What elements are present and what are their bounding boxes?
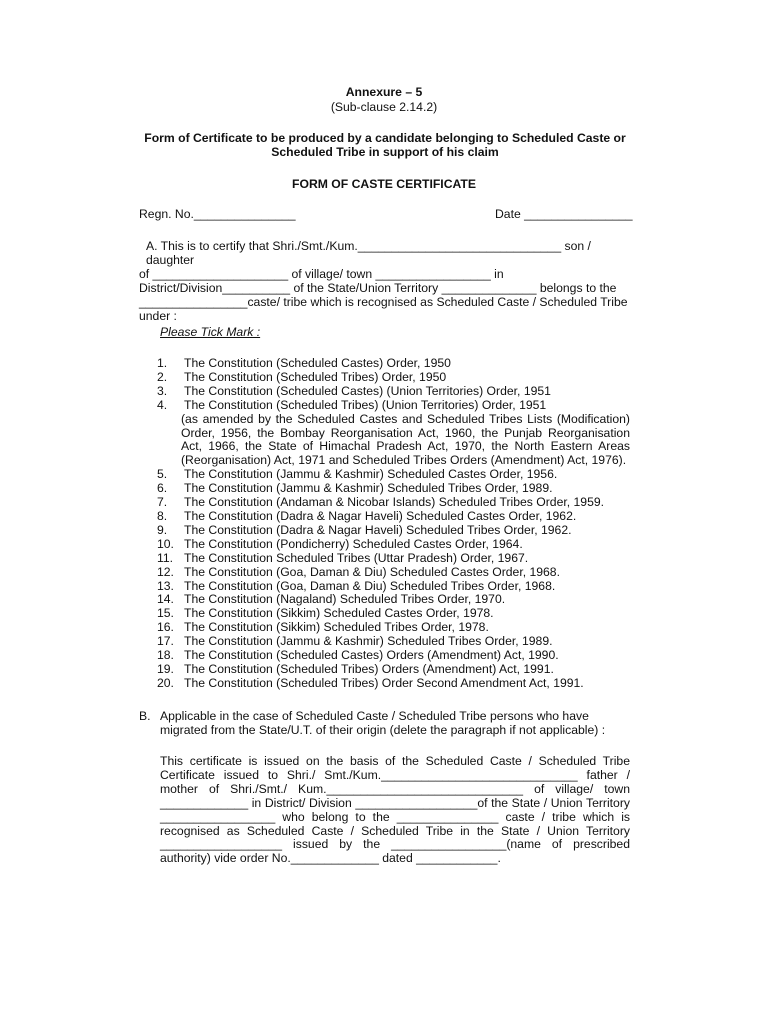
list-number: 3. [157, 383, 168, 398]
list-text: The Constitution (Scheduled Tribes) (Union Territories) Order, 1951 [184, 397, 547, 412]
list-item [157, 538, 630, 552]
list-text: The Constitution (Andaman & Nicobar Islands) Scheduled Tribes Order, 1959. [184, 495, 605, 510]
list-item [157, 593, 630, 607]
list-number: 2. [157, 369, 168, 384]
list-item [157, 635, 630, 649]
paragraph-a-line-5: under : [139, 308, 177, 323]
list-number: 16. [157, 620, 174, 635]
list-text: The Constitution (Jammu & Kashmir) Scheduled Tribes Order, 1989. [184, 481, 553, 496]
list-number: 5. [157, 467, 168, 482]
list-text: The Constitution (Dadra & Nagar Haveli) Scheduled Tribes Order, 1962. [184, 522, 572, 537]
list-item [157, 621, 630, 635]
list-text: The Constitution (Scheduled Castes) Orders (Amendment) Act, 1990. [184, 648, 559, 663]
amendment-note: (as amended by the Scheduled Castes and Scheduled Tribes Lists (Modification) Order, 1956, the Bombay Reorganisation Act, 1960, the Punjab Reorganisation Act, 1966, the State of Himachal Pradesh Act, 1970, the North Eastern Areas (Reorganisation) Act, 1971 and Scheduled Tribes Orders (Amendment) Act, 1976). [181, 411, 630, 468]
list-item [157, 649, 630, 663]
list-item [157, 482, 630, 496]
list-text: The Constitution (Nagaland) Scheduled Tribes Order, 1970. [184, 592, 506, 607]
list-number: 12. [157, 564, 174, 579]
heading-line-2: Scheduled Tribe in support of his claim [271, 144, 499, 159]
annexure-title: Annexure – 5 [345, 85, 423, 99]
list-item [157, 663, 630, 677]
list-number: 7. [157, 495, 168, 510]
form-title: FORM OF CASTE CERTIFICATE [292, 177, 476, 191]
list-text: The Constitution (Sikkim) Scheduled Castes Order, 1978. [184, 606, 494, 621]
list-number: 10. [157, 536, 174, 551]
paragraph-b [139, 710, 630, 738]
list-number: 14. [157, 592, 174, 607]
list-number: 18. [157, 648, 174, 663]
list-number: 19. [157, 661, 174, 676]
list-text: The Constitution (Scheduled Tribes) Orders (Amendment) Act, 1991. [184, 661, 554, 676]
list-number: 4. [157, 397, 168, 412]
list-text: The Constitution (Jammu & Kashmir) Scheduled Tribes Order, 1989. [184, 634, 553, 649]
constitution-orders-list [157, 357, 630, 691]
list-text: The Constitution (Pondicherry) Scheduled Castes Order, 1964. [184, 536, 523, 551]
paragraph-a-line-3: District/Division__________ of the State/Union Territory ______________ belongs to the [139, 280, 617, 295]
annexure-subclause: (Sub-clause 2.14.2) [330, 100, 438, 114]
list-item [157, 468, 630, 482]
list-text: The Constitution (Goa, Daman & Diu) Scheduled Castes Order, 1968. [184, 564, 560, 579]
list-item [157, 580, 630, 594]
list-number: 13. [157, 578, 174, 593]
list-item [157, 496, 630, 510]
list-number: 11. [157, 550, 174, 565]
list-text: The Constitution (Scheduled Tribes) Order, 1950 [184, 369, 447, 384]
list-number: 8. [157, 508, 168, 523]
list-item [157, 607, 630, 621]
list-item [157, 552, 630, 566]
list-text: The Constitution (Scheduled Tribes) Order Second Amendment Act, 1991. [184, 675, 584, 690]
list-item [157, 524, 630, 538]
list-item [157, 566, 630, 580]
list-text: The Constitution (Jammu & Kashmir) Scheduled Castes Order, 1956. [184, 467, 558, 482]
list-number: 15. [157, 606, 174, 621]
heading-line-1: Form of Certificate to be produced by a candidate belonging to Scheduled Caste or [144, 131, 626, 145]
paragraph-b-letter: B. [139, 709, 151, 723]
list-item [157, 385, 630, 399]
list-text: The Constitution (Scheduled Castes) Order, 1950 [184, 356, 451, 370]
list-text: The Constitution (Dadra & Nagar Haveli) Scheduled Castes Order, 1962. [184, 508, 577, 523]
list-number: 6. [157, 481, 168, 496]
registration-number-field: Regn. No._______________ [139, 207, 296, 221]
list-text: The Constitution (Sikkim) Scheduled Tribes Order, 1978. [184, 620, 489, 635]
list-item [157, 357, 630, 371]
list-number: 9. [157, 522, 168, 537]
list-text: The Constitution (Scheduled Castes) (Union Territories) Order, 1951 [184, 383, 551, 398]
paragraph-a-line-1: A. This is to certify that Shri./Smt./Kum.______________________________ son / daughter [146, 239, 591, 267]
list-number: 20. [157, 675, 174, 690]
list-item [157, 399, 630, 469]
date-field: Date ________________ [495, 207, 633, 221]
list-text: The Constitution Scheduled Tribes (Uttar Pradesh) Order, 1967. [184, 550, 529, 565]
list-item [157, 677, 630, 691]
paragraph-a-line-2: of ____________________ of village/ town _________________ in [139, 266, 504, 281]
list-number: 1. [157, 356, 168, 370]
paragraph-a [139, 240, 630, 323]
list-text: The Constitution (Goa, Daman & Diu) Scheduled Tribes Order, 1968. [184, 578, 556, 593]
list-number: 17. [157, 634, 174, 649]
list-item [157, 510, 630, 524]
form-description-heading [130, 132, 640, 160]
list-item [157, 371, 630, 385]
certificate-basis-paragraph: This certificate is issued on the basis of the Scheduled Caste / Scheduled Tribe Certificate issued to Shri./ Smt./Kum._____________________________ father / mother of Shri./Smt./ Kum._____________________________ of village/ town _____________ in District/ Division __________________of the State / Union Territory _________________ who belong to the _______________ caste / tribe which is recognised as Scheduled Caste / Scheduled Tribe in the State / Union Territory __________________ issued by the _________________(name of prescribed authority) vide order No._____________ dated ____________. [160, 754, 630, 866]
paragraph-a-line-4: ________________caste/ tribe which is recognised as Scheduled Caste / Scheduled Tribe [139, 294, 628, 309]
paragraph-b-text: Applicable in the case of Scheduled Caste / Scheduled Tribe persons who have migrated from the State/U.T. of their origin (delete the paragraph if not applicable) : [160, 709, 606, 737]
tick-mark-instruction: Please Tick Mark : [160, 325, 261, 339]
